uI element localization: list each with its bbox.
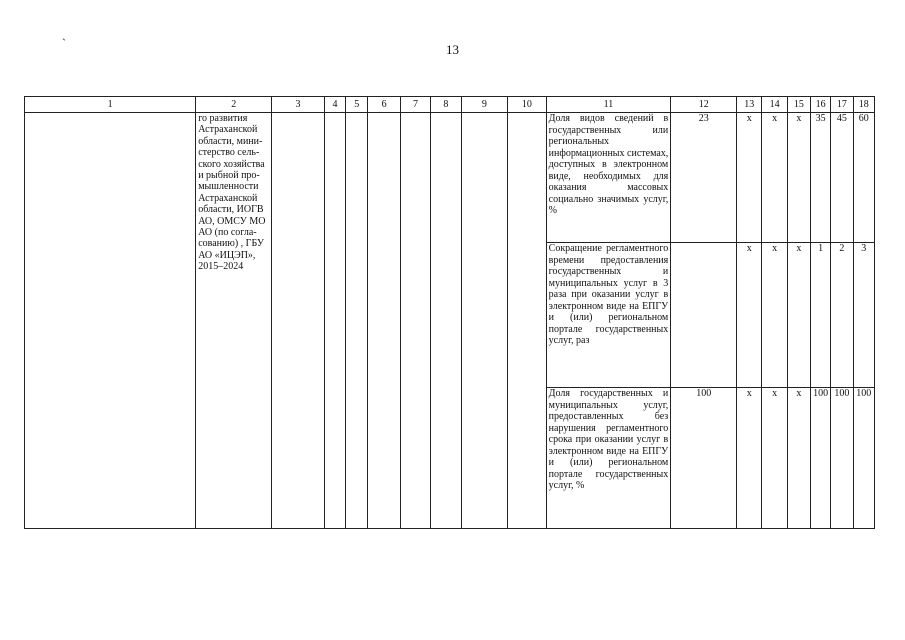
value-cell: х (787, 243, 810, 388)
indicator-cell: Доля видов сведений в государственных или региональных информационных системах, доступных в электронном виде, необходимых для оказания массовых социально значимых услуг, % (546, 113, 671, 243)
header-cell: 2 (196, 97, 272, 113)
value-cell: 45 (831, 113, 853, 243)
header-cell: 12 (671, 97, 737, 113)
header-cell: 17 (831, 97, 853, 113)
value-cell: х (737, 388, 762, 529)
cell-col7 (400, 113, 430, 529)
value-cell: х (762, 113, 787, 243)
page-number: 13 (446, 42, 459, 57)
value-cell: 100 (853, 388, 874, 529)
indicator-cell: Сокращение регламентного времени предоставления государственных и муниципальных услуг в 3 раза при оказании услуг в электронном виде на ЕПГУ и (или) региональном портале государственных услуг, раз (546, 243, 671, 388)
header-cell: 16 (811, 97, 831, 113)
value-cell (671, 243, 737, 388)
header-row (25, 97, 875, 113)
header-cell: 3 (272, 97, 325, 113)
header-cell: 13 (737, 97, 762, 113)
cell-col9 (461, 113, 508, 529)
value-cell: 100 (811, 388, 831, 529)
header-cell: 8 (431, 97, 461, 113)
cell-col6 (368, 113, 400, 529)
stray-mark: ` (62, 36, 66, 50)
cell-col8 (431, 113, 461, 529)
value-cell: 60 (853, 113, 874, 243)
header-cell: 15 (787, 97, 810, 113)
responsible-cell: го развития Астраханской области, мини-стерство сель-ского хозяйства и рыбной про-мышленности Астраханской области, ИОГВ АО, ОМСУ МО АО (по согла-сованию) , ГБУ АО «ИЦЭП», 2015–2024 (196, 113, 272, 529)
cell-col4 (324, 113, 345, 529)
value-cell: х (787, 113, 810, 243)
value-cell: 35 (811, 113, 831, 243)
cell-col10 (508, 113, 546, 529)
header-cell: 18 (853, 97, 874, 113)
value-cell: 100 (831, 388, 853, 529)
value-cell: 100 (671, 388, 737, 529)
header-cell: 4 (324, 97, 345, 113)
value-cell: 2 (831, 243, 853, 388)
table-row (25, 113, 875, 243)
value-cell: 23 (671, 113, 737, 243)
indicator-cell: Доля государственных и муниципальных услуг, предоставленных без нарушения регламентного срока при оказании услуг в электронном виде на ЕПГУ и (или) региональном портале государственных услуг, % (546, 388, 671, 529)
header-cell: 9 (461, 97, 508, 113)
cell-col1 (25, 113, 196, 529)
cell-col3 (272, 113, 325, 529)
header-cell: 7 (400, 97, 430, 113)
cell-col5 (346, 113, 368, 529)
value-cell: 1 (811, 243, 831, 388)
header-cell: 1 (25, 97, 196, 113)
value-cell: х (787, 388, 810, 529)
value-cell: 3 (853, 243, 874, 388)
header-cell: 6 (368, 97, 400, 113)
value-cell: х (737, 243, 762, 388)
header-cell: 14 (762, 97, 787, 113)
header-cell: 11 (546, 97, 671, 113)
value-cell: х (762, 388, 787, 529)
indicators-table (24, 96, 875, 529)
header-cell: 5 (346, 97, 368, 113)
value-cell: х (737, 113, 762, 243)
value-cell: х (762, 243, 787, 388)
header-cell: 10 (508, 97, 546, 113)
